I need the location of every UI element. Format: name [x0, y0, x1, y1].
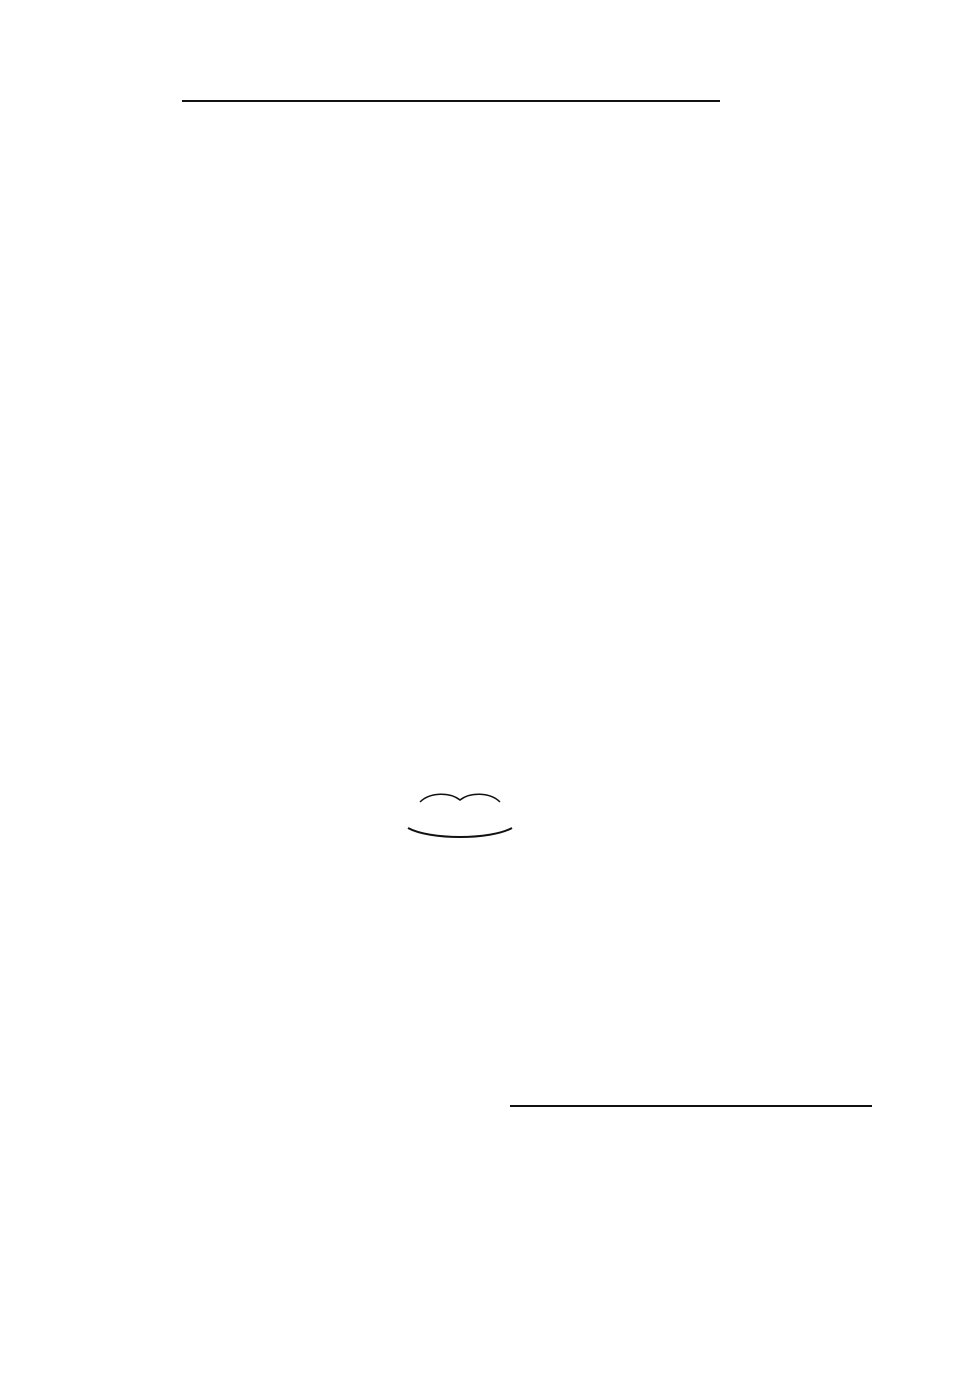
- section-ornament-heading: [390, 788, 530, 846]
- header-rule: [182, 100, 720, 102]
- running-header: [112, 76, 870, 120]
- footnote-rule: [510, 1105, 872, 1107]
